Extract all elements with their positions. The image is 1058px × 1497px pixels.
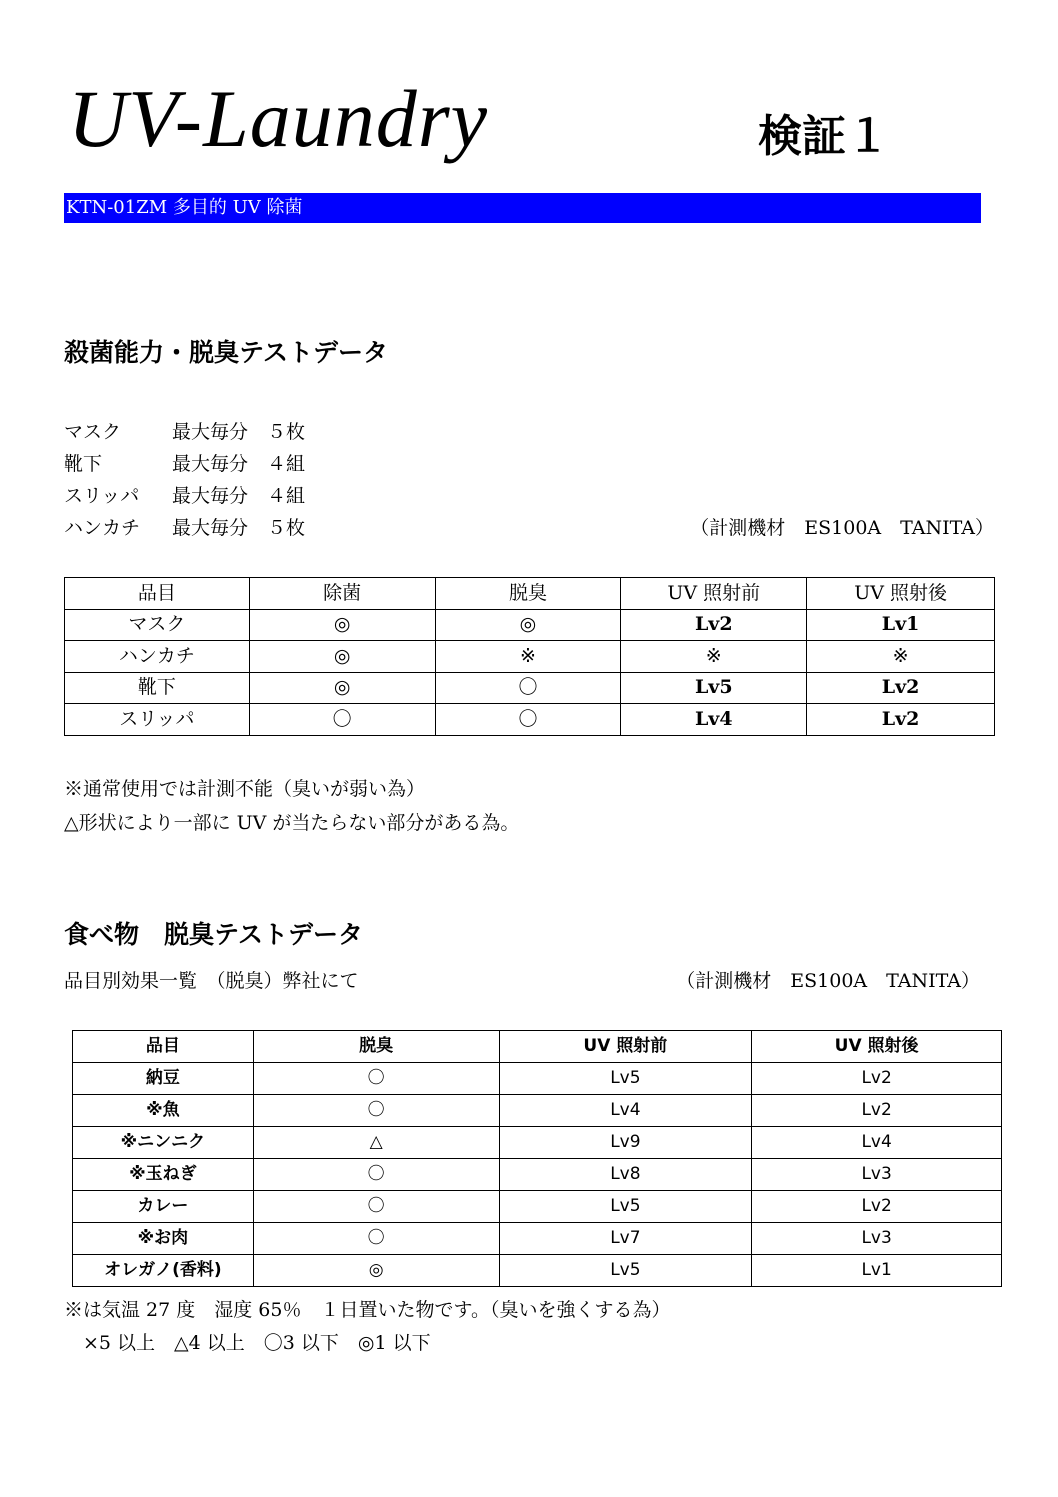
- table-cell: Lv3: [752, 1159, 1002, 1191]
- spec-capacity: 最大毎分 ４組: [172, 453, 306, 475]
- product-banner: KTN-01ZM 多目的 UV 除菌: [64, 193, 981, 223]
- document-title: UV-Laundry: [68, 73, 488, 164]
- table-row: [65, 704, 995, 736]
- table-cell: Lv2: [752, 1063, 1002, 1095]
- header-cell: 脱臭: [253, 1031, 499, 1063]
- spec-row: [64, 519, 305, 538]
- food-deodorize-table: [72, 1030, 1002, 1287]
- table-cell: 〇: [253, 1063, 499, 1095]
- table-row: [65, 609, 995, 641]
- table-row: [73, 1191, 1002, 1223]
- table-cell: Lv2: [752, 1095, 1002, 1127]
- table-cell: Lv5: [499, 1063, 752, 1095]
- header-cell: 脱臭: [435, 578, 621, 610]
- table-cell: 〇: [253, 1191, 499, 1223]
- table-cell: Lv5: [499, 1255, 752, 1287]
- header-cell: UV 照射後: [807, 578, 995, 610]
- table-row: [73, 1095, 1002, 1127]
- table-cell: 〇: [435, 704, 621, 736]
- table-cell: カレー: [73, 1191, 254, 1223]
- spec-row: [64, 423, 305, 442]
- instrument-note-2: （計測機材 ES100A TANITA）: [676, 970, 980, 992]
- note-line: ※通常使用では計測不能（臭いが弱い為）: [64, 778, 426, 800]
- table-cell: Lv1: [807, 609, 995, 641]
- table-header-row: [65, 578, 995, 610]
- table-cell: Lv4: [752, 1127, 1002, 1159]
- section2-heading: 食べ物 脱臭テストデータ: [64, 920, 364, 949]
- spec-row: [64, 455, 305, 474]
- table-cell: ◎: [249, 609, 435, 641]
- table-row: [73, 1127, 1002, 1159]
- table-cell: Lv5: [499, 1191, 752, 1223]
- table-row: [65, 672, 995, 704]
- table-cell: Lv4: [499, 1095, 752, 1127]
- sterilization-table: [64, 577, 995, 736]
- table-row: [73, 1255, 1002, 1287]
- table-cell: Lv5: [621, 672, 807, 704]
- spec-item: ハンカチ: [64, 517, 141, 539]
- header-cell: UV 照射前: [499, 1031, 752, 1063]
- table-row: [73, 1223, 1002, 1255]
- table-cell: スリッパ: [65, 704, 250, 736]
- table-row: [73, 1159, 1002, 1191]
- table-header-row: [73, 1031, 1002, 1063]
- table-cell: ◎: [435, 609, 621, 641]
- spec-item: マスク: [64, 421, 122, 443]
- spec-item: スリッパ: [64, 485, 140, 507]
- header-cell: 除菌: [249, 578, 435, 610]
- table-cell: 納豆: [73, 1063, 254, 1095]
- legend-line: ×5 以上 △4 以上 〇3 以下 ◎1 以下: [64, 1332, 431, 1354]
- table-cell: ※: [435, 641, 621, 673]
- table-cell: Lv7: [499, 1223, 752, 1255]
- table-cell: Lv9: [499, 1127, 752, 1159]
- table-cell: ハンカチ: [65, 641, 250, 673]
- document-subtitle: 検証１: [758, 111, 890, 162]
- table-cell: Lv1: [752, 1255, 1002, 1287]
- table-cell: 〇: [253, 1223, 499, 1255]
- spec-capacity: 最大毎分 ５枚: [172, 421, 306, 443]
- table-row: [65, 641, 995, 673]
- table-cell: ※ニンニク: [73, 1127, 254, 1159]
- note-line: ※は気温 27 度 湿度 65％ １日置いた物です。（臭いを強くする為）: [64, 1299, 671, 1321]
- table-cell: ※お肉: [73, 1223, 254, 1255]
- table-cell: Lv2: [807, 672, 995, 704]
- table-cell: △: [253, 1127, 499, 1159]
- spec-capacity: 最大毎分 ５枚: [172, 517, 306, 539]
- table-cell: ◎: [253, 1255, 499, 1287]
- table-cell: 〇: [253, 1159, 499, 1191]
- table-cell: ※魚: [73, 1095, 254, 1127]
- instrument-note-1: （計測機材 ES100A TANITA）: [690, 517, 994, 539]
- spec-row: [64, 487, 305, 506]
- header-cell: 品目: [73, 1031, 254, 1063]
- table-cell: ※: [807, 641, 995, 673]
- section1-heading: 殺菌能力・脱臭テストデータ: [64, 338, 389, 367]
- table-cell: ※: [621, 641, 807, 673]
- table-cell: 〇: [253, 1095, 499, 1127]
- header-cell: 品目: [65, 578, 250, 610]
- table-cell: ◎: [249, 641, 435, 673]
- table-cell: 靴下: [65, 672, 250, 704]
- table-cell: ※玉ねぎ: [73, 1159, 254, 1191]
- table-cell: Lv8: [499, 1159, 752, 1191]
- header-cell: UV 照射前: [621, 578, 807, 610]
- table-cell: Lv3: [752, 1223, 1002, 1255]
- table-cell: 〇: [435, 672, 621, 704]
- table-cell: Lv2: [807, 704, 995, 736]
- table-cell: ◎: [249, 672, 435, 704]
- table-cell: マスク: [65, 609, 250, 641]
- spec-item: 靴下: [64, 453, 103, 475]
- table-cell: オレガノ(香料): [73, 1255, 254, 1287]
- table-cell: 〇: [249, 704, 435, 736]
- table-cell: Lv2: [752, 1191, 1002, 1223]
- table-row: [73, 1063, 1002, 1095]
- note-line: △形状により一部に UV が当たらない部分がある為。: [64, 812, 520, 834]
- section2-intro: 品目別効果一覧 （脱臭）弊社にて: [64, 970, 359, 992]
- spec-capacity: 最大毎分 ４組: [172, 485, 306, 507]
- header-cell: UV 照射後: [752, 1031, 1002, 1063]
- table-cell: Lv4: [621, 704, 807, 736]
- table-cell: Lv2: [621, 609, 807, 641]
